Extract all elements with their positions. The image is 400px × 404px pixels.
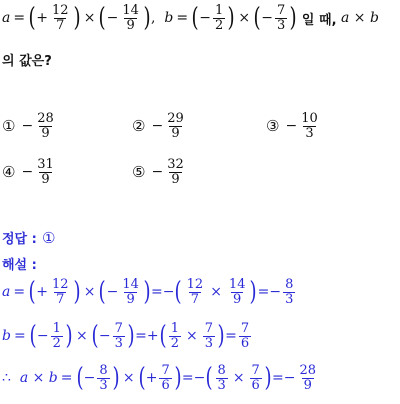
fraction: $\frac{1}{2}$: [214, 3, 224, 33]
fraction: $\frac{7}{3}$: [277, 3, 286, 33]
choice-3[interactable]: ③ − $\frac{10}{3}$: [266, 111, 318, 141]
answer-line: [2, 228, 61, 247]
problem-statement: a = ( + $\frac{12}{7}$ ) × ( − $\frac{14}{9}$ ) , b = ( − $\frac{1}{2}$ ) × ( − $\frac{7}{3}$ ) 일 때, a × b: [2, 3, 379, 34]
fraction: $\frac{12}{7}$: [51, 3, 69, 33]
solution-line-3: ∴ a × b = ( − $\frac{8}{3}$ ) × ( + $\frac{7}{6}$ ) =− ( $\frac{8}{3}$ × $\frac{7}{6}$ ) =− $\frac{28}{9}$: [2, 363, 316, 394]
question-line: [2, 50, 52, 69]
choice-5[interactable]: ⑤ − $\frac{32}{9}$: [132, 157, 184, 187]
solution-label-line: [2, 254, 37, 273]
answer-label: 정답 :: [2, 232, 37, 247]
answer-value: ①: [41, 228, 56, 247]
choice-2[interactable]: ② − $\frac{29}{9}$: [132, 111, 184, 141]
fraction: $\frac{14}{9}$: [122, 3, 139, 33]
solution-label: 해설 :: [2, 258, 37, 273]
choice-4[interactable]: ④ − $\frac{31}{9}$: [2, 157, 54, 187]
question-text: 의 값은?: [2, 54, 52, 69]
solution-line-1: a = ( + $\frac{12}{7}$ ) × ( − $\frac{14}{9}$ ) =− ( $\frac{12}{7}$ × $\frac{14}{9}$ ) =− $\frac{8}{3}$: [2, 277, 294, 308]
var-a: a: [2, 10, 11, 27]
choice-1[interactable]: ① − $\frac{28}{9}$: [2, 111, 54, 141]
var-b: b: [164, 10, 174, 27]
target-expression: a × b: [340, 10, 379, 27]
when-text: 일 때,: [301, 12, 337, 28]
solution-line-2: b = ( − $\frac{1}{2}$ ) × ( − $\frac{7}{3}$ ) =+ ( $\frac{1}{2}$ × $\frac{7}{3}$ ) = $\frac{7}{6}$: [2, 321, 250, 352]
